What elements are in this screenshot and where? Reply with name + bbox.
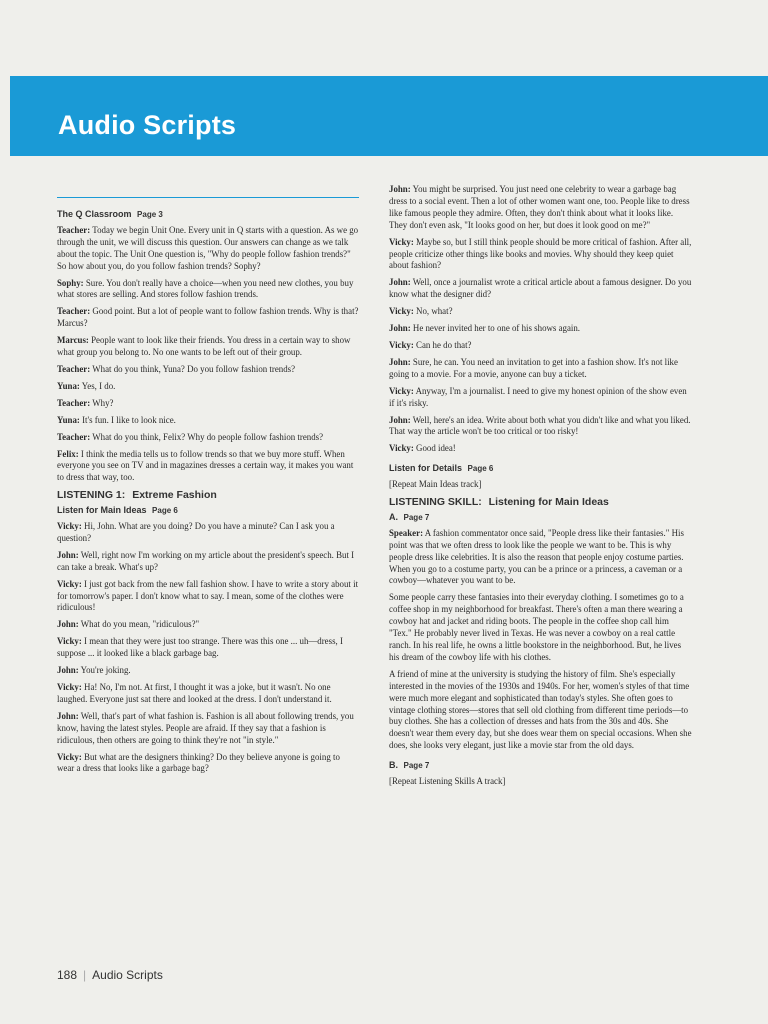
dialogue-line: [389, 340, 693, 352]
dialogue-text: Good idea!: [416, 443, 456, 454]
speaker-label: John:: [57, 619, 79, 630]
dialogue-line: [57, 521, 359, 545]
dialogue-line: [57, 636, 359, 660]
main-ideas-title: Listen for Main Ideas: [57, 505, 147, 516]
dialogue-text: What do you think, Felix? Why do people follow fashion trends?: [92, 431, 324, 442]
dialogue-text: Hi, John. What are you doing? Do you have a minute? Can I ask you a question?: [57, 521, 335, 543]
dialogue-line: [389, 306, 693, 318]
dialogue-text: I just got back from the new fall fashion show. I have to write a story about it for tomorrow's paper. I don't know what to say. I mean, some of the clothes were ridiculous!: [57, 578, 359, 613]
dialogue-text: What do you mean, "ridiculous?": [80, 619, 200, 630]
main-ideas-heading: [57, 505, 359, 517]
dialogue-text: Can he do that?: [416, 339, 472, 350]
dialogue-text: I mean that they were just too strange. There was this one ... uh—dress, I suppose ... it looked like a black garbage bag.: [57, 636, 343, 659]
speaker-label: Vicky:: [389, 385, 414, 396]
dialogue-line: [57, 398, 359, 410]
speaker-label: Vicky:: [57, 578, 82, 589]
dialogue-line: [57, 415, 359, 427]
speaker-label: John:: [389, 414, 411, 425]
speaker-label: John:: [389, 323, 411, 334]
part-b-heading: [389, 760, 693, 772]
section-title: The Q Classroom: [57, 209, 132, 219]
speaker-label: Yuna:: [57, 380, 80, 391]
dialogue-text: People want to look like their friends. You dress in a certain way to show what group you belong to. No one wants to be left out of their group.: [57, 335, 351, 358]
part-a-label: A.: [389, 511, 398, 522]
part-b-page: Page 7: [403, 761, 430, 771]
page-title: Audio Scripts: [58, 110, 237, 140]
paragraph-2: Some people carry these fantasies into their everyday clothing. I sometimes go to a coffee shop in my neighborhood for breakfast. There's often a man there wearing a cowboy hat and jacket and riding boots. The people in the coffee shop call him "Tex." He probably never lived in Texas. He was never a cowboy on a real cattle ranch. In his real life, he owns a little bookstore in the neighborhood. But, he lives his dream of the cowboy life with his clothes.: [389, 592, 684, 662]
part-a-page: Page 7: [403, 512, 430, 522]
dialogue-line: [389, 277, 693, 301]
dialogue-text: Ha! No, I'm not. At first, I thought it was a joke, but it wasn't. No one laughed. Everyone just sat there and looked at the dress. I don't understand it.: [57, 682, 332, 704]
section-divider: [57, 197, 359, 198]
dialogue-text: It's fun. I like to look nice.: [82, 414, 176, 425]
page-footer: [57, 968, 163, 982]
dialogue-line: [57, 306, 359, 330]
speaker-label: Vicky:: [57, 751, 82, 762]
dialogue-continued: [389, 184, 693, 455]
speaker-label: Vicky:: [389, 339, 414, 350]
speaker-label: John:: [389, 184, 411, 194]
details-note: [Repeat Main Ideas track]: [389, 479, 482, 490]
listening-title: Extreme Fashion: [132, 489, 217, 502]
dialogue-text: Well, here's an idea. Write about both what you didn't like and what you liked. That way the article won't be too critical or too risky!: [389, 414, 691, 437]
footer-section: Audio Scripts: [92, 968, 163, 982]
skill-label: LISTENING SKILL:: [389, 496, 482, 509]
dialogue-text: No, what?: [416, 306, 453, 317]
speaker-label: John:: [57, 549, 79, 560]
dialogue-text: Good point. But a lot of people want to follow fashion trends. Why is that? Marcus?: [57, 306, 359, 329]
listening-label: LISTENING 1:: [57, 489, 126, 502]
speaker-label: Vicky:: [389, 306, 414, 317]
section-heading: [57, 209, 359, 221]
section-page: Page 3: [137, 210, 163, 219]
details-page: Page 6: [467, 464, 494, 474]
dialogue-line: [57, 550, 359, 574]
speaker-label: John:: [57, 665, 79, 676]
dialogue-text: I think the media tells us to follow trends so that we buy more stuff. When everyone you see on TV and in magazines dresses a certain way, it makes you want to dress that way, too.: [57, 448, 354, 483]
dialogue-text: Sure. You don't really have a choice—when you need new clothes, you buy what stores are selling. And stores follow fashion trends.: [57, 277, 354, 300]
speaker-label: John:: [57, 710, 79, 721]
details-heading: [389, 463, 693, 475]
dialogue-text: Well, right now I'm working on my article about the president's speech. But I can take a break. What's up?: [57, 549, 355, 572]
speaker-label: Teacher:: [57, 224, 91, 235]
dialogue-line: [389, 323, 693, 335]
dialogue-text: You might be surprised. You just need one celebrity to wear a garbage bag dress to a social event. Then a lot of other women want one, too. People like to dress like famous people they admire. Often, they don't think about what it looks like. They don't even ask, "It looks good on her, but does it look good on me?": [389, 184, 690, 230]
dialogue-text: Well, once a journalist wrote a critical article about a famous designer. Do you know what the designer did?: [389, 277, 692, 300]
speaker-label: Yuna:: [57, 414, 80, 425]
skill-heading: [389, 497, 693, 509]
dialogue-line: [57, 682, 359, 706]
dialogue-extreme-fashion: [57, 521, 359, 775]
speaker-label: Vicky:: [389, 443, 414, 454]
dialogue-line: [57, 432, 359, 444]
dialogue-line: [389, 415, 693, 439]
dialogue-line: [57, 449, 359, 485]
dialogue-line: [57, 711, 359, 747]
left-column: [57, 197, 359, 780]
dialogue-line: [57, 278, 359, 302]
dialogue-text: Today we begin Unit One. Every unit in Q starts with a question. As we go through the unit, we will discuss this question. Our answers can change as we talk about the topic. The Unit One question is, "Why do people follow fashion trends?" So how about you, do you follow fashion trends? Sophy?: [57, 224, 359, 271]
page-number: 188: [57, 968, 78, 982]
dialogue-line: [389, 443, 693, 455]
main-ideas-page: Page 6: [152, 506, 178, 516]
dialogue-line: [389, 357, 693, 381]
dialogue-line: [57, 364, 359, 376]
dialogue-line: [389, 237, 693, 273]
skill-title: Listening for Main Ideas: [488, 496, 609, 509]
footer-divider: |: [83, 968, 87, 982]
dialogue-text: Maybe so, but I still think people should be more critical of fashion. After all, people criticize other things like books and movies. Why should they keep quiet about fashion?: [389, 236, 692, 271]
dialogue-text: Anyway, I'm a journalist. I need to give my honest opinion of the show even if it's risky.: [389, 385, 687, 408]
listening-heading: [57, 490, 359, 502]
speaker-label: Vicky:: [57, 682, 82, 692]
speaker-label: Marcus:: [57, 335, 89, 346]
dialogue-line: [389, 184, 693, 232]
header-banner: [10, 76, 768, 156]
paragraph-3: A friend of mine at the university is studying the history of film. She's especially interested in the movies of the 1930s and 1940s. For her, women's styles of that time were much more elegant and sophisticated than today's styles. She often goes to vintage clothing stores—stores that sell old clothing from different time periods—to buy clothes. She has a collection of dresses and hats from the 30s and 40s. She doesn't wear them every day, but she does wear them on special occasions. When she does, she looks very elegant, just like a movie star from the old days.: [389, 668, 692, 751]
dialogue-text: You're joking.: [80, 665, 131, 676]
dialogue-text: Why?: [92, 397, 114, 408]
dialogue-line: [57, 225, 359, 273]
dialogue-line: [57, 665, 359, 677]
speaker-label: Vicky:: [389, 236, 414, 247]
speaker-label: Vicky:: [57, 521, 82, 532]
dialogue-text: Yes, I do.: [81, 380, 116, 391]
speaker-label: Sophy:: [57, 277, 84, 288]
dialogue-q-classroom: [57, 225, 359, 484]
speaker-label: Teacher:: [57, 397, 91, 408]
part-b-label: B.: [389, 760, 398, 771]
dialogue-line: [389, 386, 693, 410]
dialogue-text: What do you think, Yuna? Do you follow fashion trends?: [92, 363, 296, 374]
dialogue-text: Sure, he can. You need an invitation to get into a fashion show. It's not like going to a movie. For a movie, anyone can buy a ticket.: [389, 356, 678, 379]
speaker-paragraph: [389, 528, 693, 588]
speaker-label: Speaker:: [389, 527, 424, 538]
speaker-label: John:: [389, 277, 411, 288]
dialogue-text: He never invited her to one of his shows again.: [412, 323, 581, 334]
dialogue-line: [57, 335, 359, 359]
speaker-label: Teacher:: [57, 363, 91, 374]
speaker-label: Teacher:: [57, 431, 91, 442]
speaker-label: Vicky:: [57, 636, 82, 647]
dialogue-text: Well, that's part of what fashion is. Fashion is all about following trends, you know, having the latest styles. People are afraid. If they say that a fashion is ridiculous, then others are going to think they're not "in style.": [57, 710, 354, 745]
speaker-label: John:: [389, 356, 411, 367]
dialogue-line: [57, 619, 359, 631]
details-title: Listen for Details: [389, 463, 463, 474]
right-column: [389, 184, 693, 793]
speaker-label: Teacher:: [57, 306, 91, 317]
speaker-label: Felix:: [57, 448, 79, 459]
dialogue-line: [57, 381, 359, 393]
dialogue-text: But what are the designers thinking? Do they believe anyone is going to wear a dress that looks like a garbage bag?: [57, 751, 340, 774]
part-a-heading: [389, 512, 693, 524]
dialogue-line: [57, 752, 359, 776]
dialogue-line: [57, 579, 359, 615]
speaker-text: A fashion commentator once said, "People dress like their fantasies." His point was that we often dress to look like the people we want to be. This is why people dress like celebrities. It is also the reason that people enjoy costume parties. When you go to a costume party, you can be a prince or a princess, a caveman or a cowboy—whatever you want to be.: [389, 527, 684, 586]
part-b-note: [Repeat Listening Skills A track]: [389, 776, 506, 787]
